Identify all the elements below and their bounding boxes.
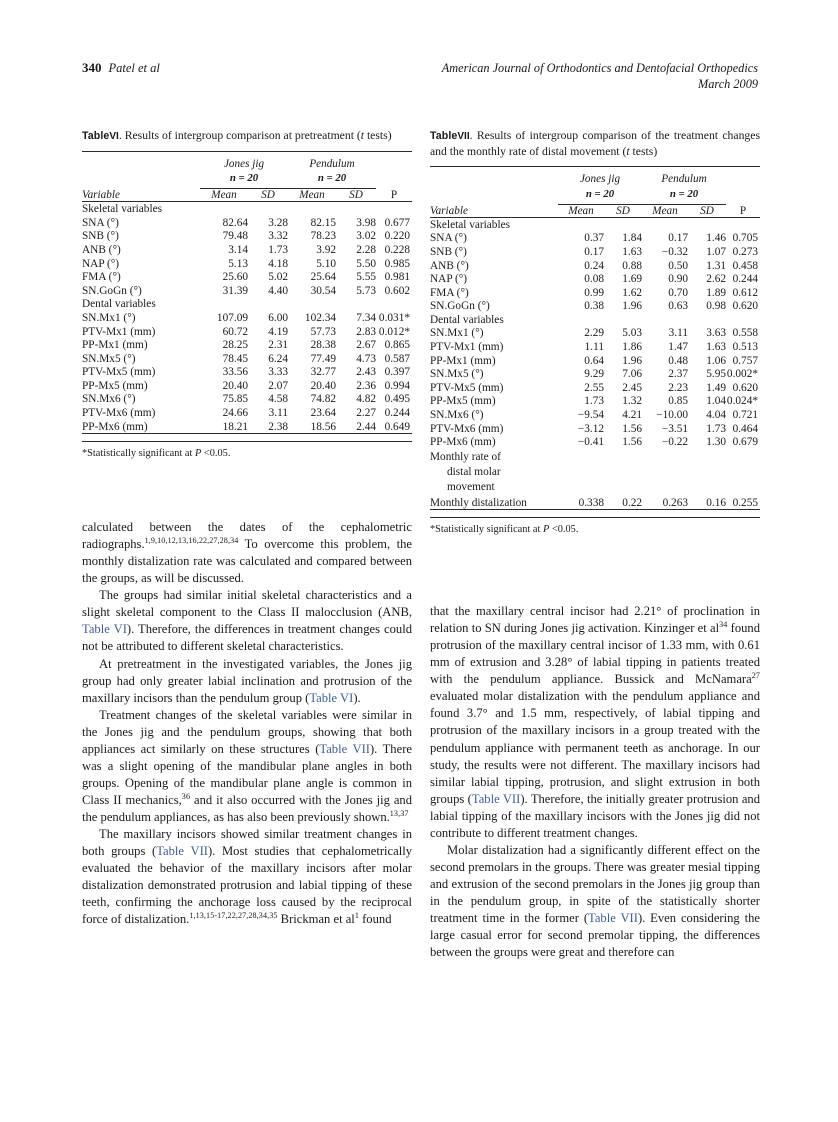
paragraph: Treatment changes of the skeletal variables were similar in the Jones jig and the pendulum groups, showing that both appliances act similarly on these structures (Table VII). There was a slight opening of the mandibular plane angles in both groups. Opening of the mandibular plane angle is common in Class II mechanics,$^{36}$ and it also occurred with the Jones jig and the pendulum appliances, as has also been previously shown.$^{13,37}$: [82, 707, 412, 825]
running-head-left: [82, 60, 160, 76]
table-vii-block: [430, 128, 760, 535]
table-vi-section-header: Dental variables: [82, 298, 156, 311]
page-folio: 340: [82, 60, 102, 75]
citation-superscript: 1,13,15-17,22,27,28,34,35: [189, 911, 278, 921]
table-vii-caption: [430, 128, 760, 159]
table-row: ANB (°) 3.14 1.73 3.92 2.28 0.228: [82, 243, 410, 256]
table-vii-footnote: *Statistically significant at P <0.05.: [430, 524, 579, 536]
citation-superscript: 13,37: [389, 808, 409, 818]
journal-title: American Journal of Orthodontics and Dentofacial Orthopedics: [441, 61, 758, 75]
paragraph: The maxillary incisors showed similar treatment changes in both groups (Table VII). Most studies that cephalometrically evaluated the behavior of the maxillary incisors after molar distalization demonstrated protrusion and labial tipping of these teeth, confirming the anchorage loss caused by the reciprocal force of distalization.$^{1,13,15-17,22,27,28,34,35}$ Brickman et $al^1$ found: [82, 827, 412, 927]
table-cross-reference[interactable]: Table VII: [471, 791, 521, 806]
table-vii-caption-tail: tests): [629, 144, 658, 158]
table-vi-section-header: Skeletal variables: [82, 203, 162, 216]
table-vii-column-header: [430, 204, 760, 217]
table-vii-caption-italic: t: [626, 144, 630, 158]
table-row: PP-Mx1 (mm) 0.64 1.96 0.48 1.06 0.757: [430, 354, 758, 367]
left-column-body: [82, 519, 412, 929]
table-vii-col-pd-sd: SD: [700, 204, 714, 217]
table-vii-caption-text: . Results of intergroup comparison of the treatment changes and the monthly rate of distal movement (: [430, 129, 760, 158]
table-row: PTV-Mx6 (mm) −3.12 1.56 −3.51 1.73 0.464: [430, 422, 758, 435]
table-vii-label: Table: [430, 130, 458, 142]
table-row: SN.Mx1 (°) 2.29 5.03 3.11 3.63 0.558: [430, 327, 758, 340]
table-vii-group-pendulum: Pendulum n = 20: [661, 173, 707, 200]
table-row: SN.GoGn (°) 31.39 4.40 30.54 5.73 0.602: [82, 284, 410, 297]
table-vi-col-jj-sd: SD: [261, 189, 275, 202]
citation-superscript: 34: [719, 619, 728, 629]
monthly-heading-line1: Monthly rate of: [430, 450, 501, 463]
table-row: SN.Mx6 (°) 75.85 4.58 74.82 4.82 0.495: [82, 393, 410, 406]
table-row: PTV-Mx1 (mm) 1.11 1.86 1.47 1.63 0.513: [430, 341, 758, 354]
table-vi-col-pd-sd: SD: [349, 189, 363, 202]
table-vi-col-jj-mean: Mean: [211, 189, 237, 202]
right-column-body: [430, 603, 760, 961]
table-row: SN.Mx6 (°) −9.54 4.21 −10.00 4.04 0.721: [430, 409, 758, 422]
table-vi-group-jones-jig: Jones jig n = 20: [223, 157, 265, 185]
table-cross-reference[interactable]: Table VI: [309, 690, 354, 705]
running-head-authors: Patel et al: [108, 61, 160, 75]
table-vi-caption: [82, 128, 412, 144]
table-row: PP-Mx6 (mm) −0.41 1.56 −0.22 1.30 0.679: [430, 436, 758, 449]
table-row: PTV-Mx5 (mm) 33.56 3.33 32.77 2.43 0.397: [82, 366, 410, 379]
monthly-heading-line3: movement: [447, 481, 495, 494]
monthly-heading-line2: distal molar: [447, 466, 501, 479]
table-row: PP-Mx5 (mm) 1.73 1.32 0.85 1.04 0.024*: [430, 395, 758, 408]
table-vi-col-p: P: [390, 189, 398, 202]
table-vii-group-jones-jig: Jones jig n = 20: [579, 173, 621, 200]
table-row: FMA (°) 0.99 1.62 0.70 1.89 0.612: [430, 286, 758, 299]
table-vi-caption-italic: t: [360, 129, 365, 142]
table-vii-number: VII: [457, 131, 470, 142]
table-row: PP-Mx6 (mm) 18.21 2.38 18.56 2.44 0.649: [82, 420, 410, 433]
table-row: Monthly distalization 0.338 0.22 0.263 0.16 0.255: [430, 497, 758, 510]
table-vii-col-variable: Variable: [430, 204, 468, 217]
table-vii-section-header: Dental variables: [430, 313, 504, 326]
table-vii-monthly-rate-heading: [430, 448, 760, 495]
table-row: SN.Mx1 (°) 107.09 6.00 102.34 7.34 0.031*: [82, 311, 410, 324]
table-row: SN.GoGn (°) 0.38 1.96 0.63 0.98 0.620: [430, 300, 758, 313]
table-cross-reference[interactable]: Table VII: [156, 844, 208, 859]
table-row: SN.Mx5 (°) 9.29 7.06 2.37 5.95 0.002*: [430, 368, 758, 381]
table-cross-reference[interactable]: Table VII: [319, 741, 370, 756]
table-row: NAP (°) 0.08 1.69 0.90 2.62 0.244: [430, 273, 758, 286]
citation-superscript: 27: [751, 671, 760, 681]
running-head: [82, 60, 758, 93]
table-vi-group-header: [82, 157, 412, 186]
table-vii-col-p: P: [739, 204, 747, 217]
journal-issue-date: March 2009: [698, 77, 758, 92]
table-row: PP-Mx1 (mm) 28.25 2.31 28.38 2.67 0.865: [82, 339, 410, 352]
paragraph: At pretreatment in the investigated variables, the Jones jig group had only greater labial inclination and protrusion of the maxillary incisors than the pendulum group (Table VI).: [82, 656, 412, 705]
table-vii-col-pd-mean: Mean: [652, 204, 678, 217]
table-vii-group-header: [430, 172, 760, 201]
table-vii-section-header: Skeletal variables: [430, 218, 510, 231]
table-vi-footnote: *Statistically significant at P <0.05.: [82, 447, 231, 459]
table-vi-caption-text: . Results of intergroup comparison at pretreatment (: [118, 129, 361, 142]
paragraph: The groups had similar initial skeletal characteristics and a slight skeletal component to the Class II malocclusion (ANB, Table VI). Therefore, the differences in treatment changes could not be attributed to different skeletal characteristics.: [82, 588, 413, 654]
table-row: ANB (°) 0.24 0.88 0.50 1.31 0.458: [430, 259, 758, 272]
table-vii-col-jj-mean: Mean: [568, 204, 594, 217]
paragraph: Molar distalization had a significantly different effect on the second premolars in the groups. There was greater mesial tipping and extrusion of the second premolars in the Jones jig group than in the pendulum group, in spite of the statistically shorter treatment time in the former (Table VII). Even considering the large casual error for second premolar tipping, the differences between the groups were great and therefore can: [430, 842, 760, 960]
table-row: SNA (°) 0.37 1.84 0.17 1.46 0.705: [430, 232, 758, 245]
paragraph: calculated between the dates of the cephalometric radiographs.$^{1,9,10,12,13,16,22,27,28,34}$ To overcome this problem, the monthly distalization rate was calculated and compared between the groups, as will be discussed.: [82, 520, 412, 586]
table-row: SN.Mx5 (°) 78.45 6.24 77.49 4.73 0.587: [82, 352, 410, 365]
table-vi-caption-tail: tests): [364, 129, 392, 142]
table-row: NAP (°) 5.13 4.18 5.10 5.50 0.985: [82, 257, 410, 270]
table-vi-block: [82, 128, 412, 459]
table-cross-reference[interactable]: Table VI: [82, 622, 127, 637]
table-vi-column-header: [82, 189, 412, 202]
table-vii-col-jj-sd: SD: [616, 204, 630, 217]
table-vi-group-pendulum: Pendulum n = 20: [309, 157, 355, 185]
table-vi-label: Table: [82, 130, 110, 142]
table-vi-col-variable: Variable: [82, 189, 120, 202]
citation-superscript: 1: [354, 911, 359, 921]
table-cross-reference[interactable]: Table VII: [588, 911, 638, 926]
table-vii: [430, 166, 760, 518]
table-vi: [82, 151, 412, 442]
table-row: PTV-Mx5 (mm) 2.55 2.45 2.23 1.49 0.620: [430, 381, 758, 394]
table-row: PP-Mx5 (mm) 20.40 2.07 20.40 2.36 0.994: [82, 379, 410, 392]
table-row: SNA (°) 82.64 3.28 82.15 3.98 0.677: [82, 216, 410, 229]
citation-superscript: 1,9,10,12,13,16,22,27,28,34: [144, 535, 239, 545]
table-vi-col-pd-mean: Mean: [299, 189, 325, 202]
table-row: SNB (°) 0.17 1.63 −0.32 1.07 0.273: [430, 245, 758, 258]
table-row: FMA (°) 25.60 5.02 25.64 5.55 0.981: [82, 271, 410, 284]
paragraph: that the maxillary central incisor had 2.21° of proclination in relation to SN during Jones jig activation. Kinzinger et $al^{34}$ found protrusion of the maxillary central incisor of 1.33 mm, with 0.61 mm of extrusion and 3.28° of labial tipping in patients treated with the pendulum appliance. Bussick and McNamara$^{27}$ evaluated molar distalization with the pendulum appliance and found 3.7° and 1.5 mm, respectively, of labial tipping and protrusion of the maxillary incisors in a group treated with the pendulum appliance with permanent teeth as anchorage. In our study, the results were not different. The maxillary incisors had similar labial tipping, protrusion, and slight extrusion in both groups (Table VII). Therefore, the initially greater protrusion and labial tipping of the maxillary incisors with the Jones jig did not contribute to different treatment changes.: [430, 604, 761, 840]
table-row: PTV-Mx1 (mm) 60.72 4.19 57.73 2.83 0.012*: [82, 325, 410, 338]
table-row: PTV-Mx6 (mm) 24.66 3.11 23.64 2.27 0.244: [82, 407, 410, 420]
running-head-journal: [442, 60, 758, 93]
table-vi-number: VI: [109, 131, 119, 142]
table-row: SNB (°) 79.48 3.32 78.23 3.02 0.220: [82, 230, 410, 243]
citation-superscript: 36: [181, 791, 191, 801]
